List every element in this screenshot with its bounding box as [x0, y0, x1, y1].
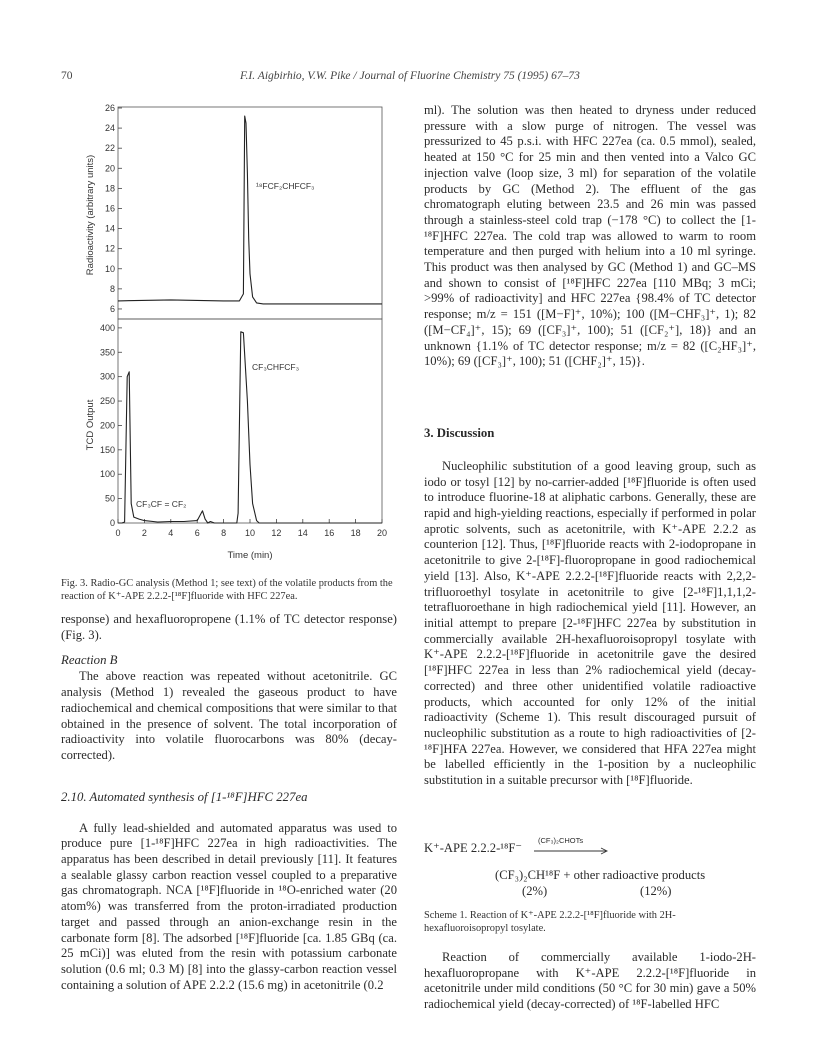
bottom-y-tick-label: 50	[104, 493, 115, 504]
top-y-tick-label: 6	[109, 303, 115, 314]
scheme-yield-1: (2%)	[522, 884, 548, 898]
bottom-y-tick-label: 400	[99, 322, 115, 333]
top-y-tick-label: 8	[109, 283, 115, 294]
scheme-product: (CF₃)₂CH¹⁸F + other radioactive products	[495, 868, 706, 882]
scheme-reactant: K⁺-APE 2.2.2-¹⁸F⁻	[424, 841, 523, 855]
subheading-2-10: 2.10. Automated synthesis of [1-¹⁸F]HFC 227ea	[61, 789, 308, 804]
top-y-tick-label: 24	[104, 123, 115, 134]
figure-3	[60, 95, 400, 575]
top-peak-label: ¹⁸FCF₂CHFCF₃	[256, 181, 315, 191]
top-y-tick-label: 18	[104, 183, 115, 194]
top-y-tick-label: 22	[104, 143, 115, 154]
x-tick-label: 10	[244, 528, 256, 538]
left-paragraph-1: response) and hexafluoropropene (1.1% of TC detector response) (Fig. 3).	[61, 612, 397, 642]
top-y-tick-label: 12	[104, 243, 115, 254]
bottom-peak-label: CF₃CHFCF₃	[252, 362, 300, 372]
top-trace-line	[118, 116, 382, 304]
top-y-tick-label: 14	[104, 223, 115, 234]
x-tick-label: 4	[168, 528, 174, 538]
bottom-y-tick-label: 0	[109, 518, 115, 528]
bottom-y-tick-label: 350	[99, 347, 115, 358]
bottom-y-tick-label: 300	[99, 371, 115, 382]
running-title: F.I. Aigbirhio, V.W. Pike / Journal of Fluorine Chemistry 75 (1995) 67–73	[240, 70, 580, 82]
top-y-tick-label: 10	[104, 263, 115, 274]
bottom-plot-frame	[118, 319, 382, 523]
bottom-small-peak-label: CF₃CF = CF₂	[136, 499, 187, 509]
scheme-arrow	[532, 847, 612, 855]
x-axis-label: Time (min)	[227, 550, 273, 561]
subheading-reaction-b: Reaction B	[61, 653, 118, 668]
x-tick-label: 16	[324, 528, 335, 538]
scheme-yield-2: (12%)	[640, 884, 672, 898]
bottom-y-tick-label: 100	[99, 469, 115, 480]
right-paragraph-3: Reaction of commercially available 1-iodo-2H-hexafluoropropane with K⁺-APE 2.2.2-[¹⁸F]fluoride in acetonitrile under mild conditions (50 °C for 30 min) gave a 50% radiochemical yield (decay-corrected) of ¹⁸F-labelled HFC	[424, 950, 756, 1012]
left-paragraph-2: The above reaction was repeated without acetonitrile. GC analysis (Method 1) revealed the gaseous product to have radiochemical and chemical compositions that were similar to that obtained in the presence of solvent. The total incorporation of radioactivity into volatile fluorocarbons was 80% (decay-corrected).	[61, 669, 397, 762]
bottom-y-tick-label: 150	[99, 444, 115, 455]
bottom-trace-line	[118, 332, 382, 523]
top-y-tick-label: 20	[104, 163, 115, 174]
bottom-y-tick-label: 250	[99, 396, 115, 407]
scheme-caption: Scheme 1. Reaction of K⁺-APE 2.2.2-[¹⁸F]fluoride with 2H-hexafluoroisopropyl tosylate.	[424, 910, 676, 934]
top-y-tick-label: 26	[104, 103, 115, 113]
section-3-heading: 3. Discussion	[424, 425, 495, 440]
x-tick-label: 14	[297, 528, 308, 538]
x-tick-label: 2	[141, 528, 147, 538]
top-chart-panel	[105, 103, 382, 319]
top-plot-frame	[118, 107, 382, 319]
x-tick-label: 20	[376, 528, 388, 538]
x-tick-label: 6	[194, 528, 200, 538]
left-paragraph-3: A fully lead-shielded and automated apparatus was used to produce pure [1-¹⁸F]HFC 227ea in high radioactivities. The apparatus has been described in detail previously [11]. It features a sealable glassy carbon reaction vessel coupled to a preparative gas chromatograph. NCA [¹⁸F]fluoride in ¹⁸O-enriched water (20 atom%) was transferred from the proton-irradiated production target and passed through an anion-exchange resin in the carbonate form [8]. The adsorbed [¹⁸F]fluoride [ca. 1.85 GBq (ca. 25 mCi)] was eluted from the resin with potassium carbonate solution (0.6 ml; 0.3 M) [8] into the glassy-carbon reaction vessel containing a solution of APE 2.2.2 (15.6 mg) in acetonitrile (0.2	[61, 820, 397, 992]
bottom-y-tick-label: 200	[99, 420, 115, 431]
x-tick-label: 18	[350, 528, 361, 538]
top-y-tick-label: 16	[104, 203, 115, 214]
page-number: 70	[61, 70, 73, 82]
right-paragraph-1: ml). The solution was then heated to dryness under reduced pressure with a slow purge of nitrogen. The vessel was pressurized to 45 p.s.i. with HFC 227ea (ca. 0.5 mmol), sealed, heated at 150 °C for 25 min and then vented into a Valco GC injection valve (loop size, 3 ml) for separation of the volatile products by GC (Method 2). The effluent of the gas chromatograph eluting between 23.5 and 26 min was passed through a stainless-steel cold trap (−178 °C) to collect the [1-¹⁸F]HFC 227ea. The cold trap was allowed to warm to room temperature and then purged with helium into a 10 ml syringe. This product was then analysed by GC (Method 1) and GC–MS and shown to consist of [¹⁸F]HFC 227ea [110 MBq; 3 mCi; >99% of radioactivity] and HFC 227ea {98.4% of TC detector response; m/z = 151 ([M−F]⁺, 10%); 100 ([M−CHF₃]⁺, 1); 82 ([M−CF₄]⁺, 15); 69 ([CF₃]⁺, 100); 51 ([CF₂⁺], 18)} and an unknown {1.1% of TC detector response; m/z = 82 ([C₂HF₃]⁺, 10%); 69 ([CF₃]⁺, 100); 51 ([CHF₂]⁺, 15)}.	[424, 103, 756, 369]
x-tick-label: 0	[115, 528, 121, 538]
figure-caption: Fig. 3. Radio-GC analysis (Method 1; see text) of the volatile products from the reaction of K⁺-APE 2.2.2-[¹⁸F]fluoride with HFC 227ea.	[61, 578, 393, 602]
scheme-reagent: (CF₃)₂CHOTs	[538, 836, 584, 845]
x-tick-label: 8	[221, 528, 227, 538]
x-tick-label: 12	[271, 528, 282, 538]
bottom-y-axis-label: TCD Output	[85, 399, 96, 451]
right-paragraph-2: Nucleophilic substitution of a good leaving group, such as iodo or tosyl [12] by no-carrier-added [¹⁸F]fluoride is often used to introduce fluorine-18 at aliphatic carbons. Generally, these are rapid and high-yielding reactions, especially if performed in polar aprotic solvents, such as acetonitrile, with K⁺-APE 2.2.2 as counterion [12]. Thus, [¹⁸F]fluoride reacts with 2-iodopropane in acetonitrile to give 2-[¹⁸F]-fluoropropane in good radiochemical yield [13]. Also, K⁺-APE 2.2.2-[¹⁸F]fluoride reacts with 2,2,2-trifluoroethyl tosylate in acetonitrile to give [2-¹⁸F]1,1,1,2-tetrafluoroethane in high radiochemical yield [11]. However, an initial attempt to prepare [2-¹⁸F]HFC 227ea by substitution in commercially available 2H-hexafluoroisopropyl tosylate with K⁺-APE 2.2.2-[¹⁸F]fluoride in acetonitrile gave the desired [¹⁸F]HFC 227ea in less than 2% radiochemical yield (decay-corrected) and three other unidentified volatile radioactive products, which accounted for only 12% of the initial radioactivity (Scheme 1). This result discouraged pursuit of nucleophilic substitution as a route to high radioactivities of [2-¹⁸F]HFA 227ea. However, we considered that HFA 227ea might be labelled efficiently in the 1-position by a nucleophilic substitution in a suitable precursor with [¹⁸F]fluoride.	[424, 458, 756, 788]
top-y-axis-label: Radioactivity (arbitrary units)	[85, 154, 96, 276]
